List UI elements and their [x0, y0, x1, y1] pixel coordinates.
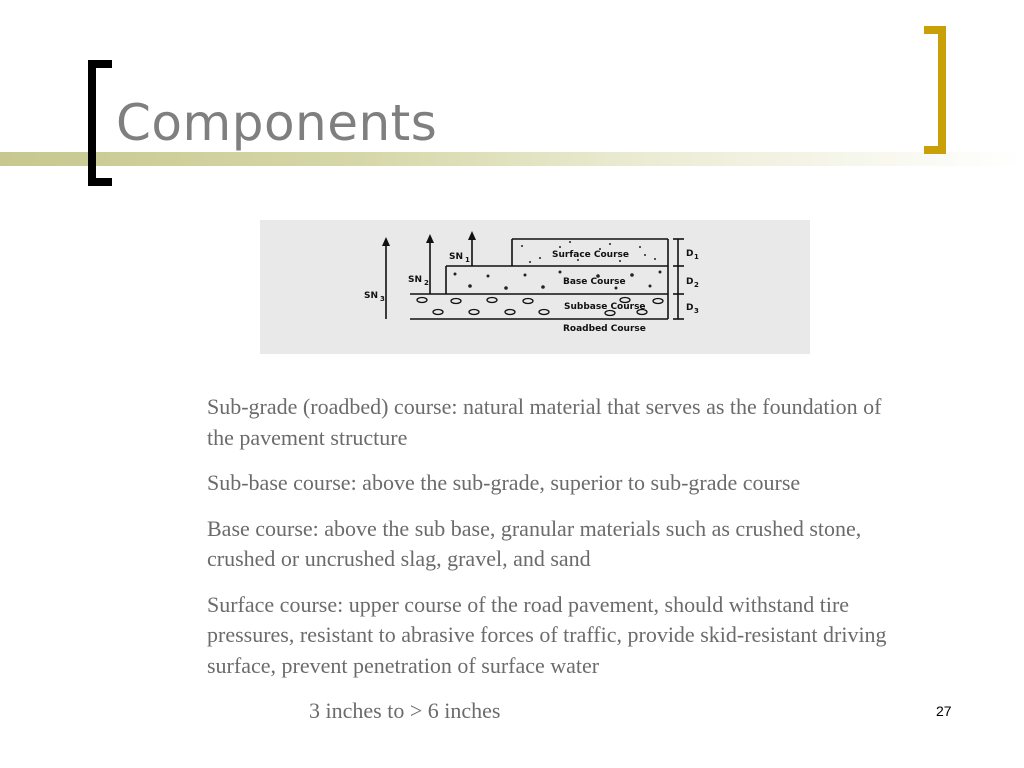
sn2-subscript: 2	[424, 279, 429, 287]
base-course-label: Base Course	[563, 277, 626, 287]
page-number: 27	[936, 703, 952, 719]
d3-label: D	[686, 303, 694, 313]
title-band	[0, 152, 1024, 166]
slide-title: Components	[116, 94, 438, 152]
roadbed-course-label: Roadbed Course	[563, 324, 646, 334]
d2-label: D	[686, 277, 694, 287]
surface-thickness-subpoint: 3 inches to > 6 inches	[309, 698, 501, 723]
d3-subscript: 3	[694, 307, 699, 315]
sn3-subscript: 3	[380, 295, 385, 303]
sn2-label: SN	[408, 275, 423, 285]
pavement-diagram	[260, 220, 810, 354]
base-paragraph: Base course: above the sub base, granular materials such as crushed stone, crushed or uncrushed slag, gravel, and sand	[207, 515, 862, 571]
subbase-paragraph: Sub-base course: above the sub-grade, superior to sub-grade course	[207, 470, 801, 495]
surface-paragraph: Surface course: upper course of the road pavement, should withstand tire pressures, resistant to abrasive forces of traffic, provide skid-resistant driving surface, prevent penetration of surface water	[207, 591, 887, 678]
d1-subscript: 1	[694, 253, 699, 261]
left-bracket-decoration	[88, 60, 112, 186]
component-descriptions	[207, 392, 907, 696]
d1-label: D	[686, 249, 694, 259]
subgrade-paragraph: Sub-grade (roadbed) course: natural material that serves as the foundation of the pavement structure	[207, 394, 882, 450]
pavement-layers-figure	[260, 220, 810, 354]
sn3-label: SN	[364, 291, 379, 301]
d2-subscript: 2	[694, 281, 699, 289]
sn1-label: SN	[449, 252, 464, 262]
subbase-course-label: Subbase Course	[564, 302, 646, 312]
sn1-subscript: 1	[465, 256, 470, 264]
right-bracket-decoration	[924, 26, 946, 154]
surface-course-label: Surface Course	[552, 250, 629, 260]
